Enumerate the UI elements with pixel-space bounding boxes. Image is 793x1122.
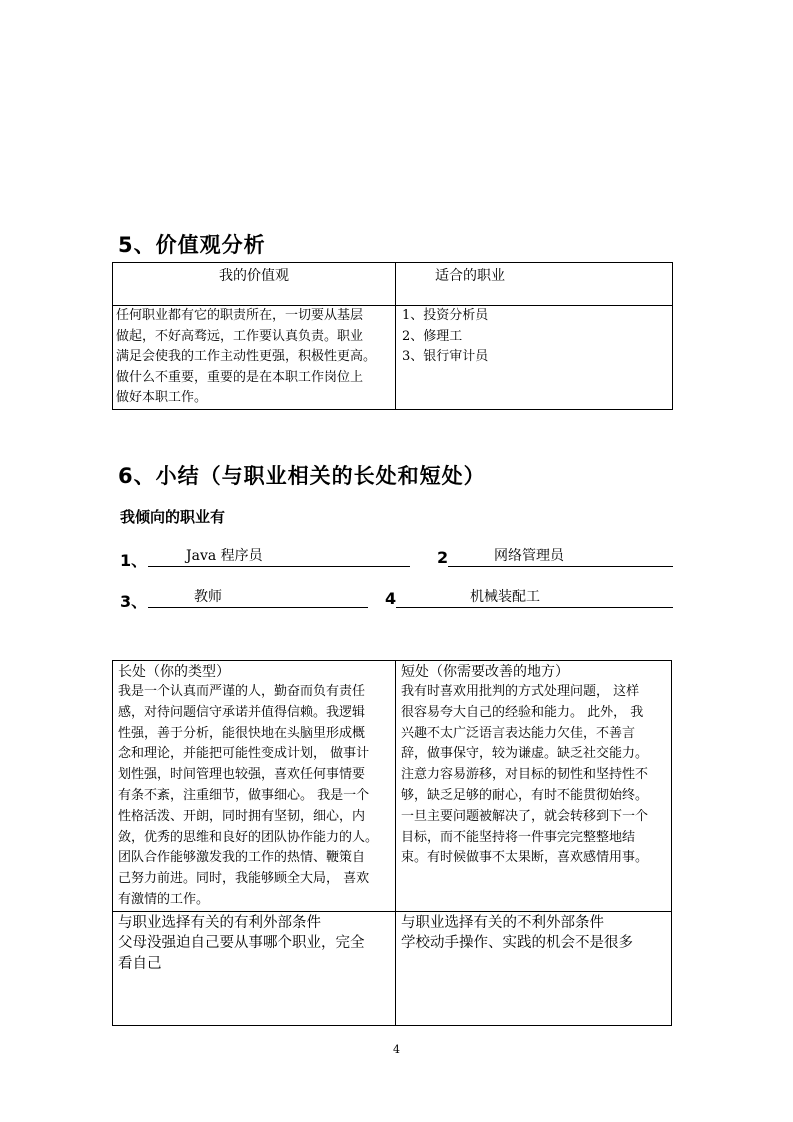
strengths-line: 有激情的工作。 — [118, 891, 210, 907]
choice-2-value: 网络管理员 — [494, 548, 564, 564]
unfavorable-text — [396, 933, 671, 954]
weaknesses-cell — [396, 661, 672, 912]
choice-1-field — [148, 546, 410, 567]
weaknesses-line: 束。有时候做事不太果断，喜欢感情用事。 — [401, 850, 649, 866]
choice-4-number: 4 — [385, 589, 397, 608]
strengths-title: 长处（你的类型） — [118, 664, 230, 680]
strengths-line: 性强，善于分析，能很快地在头脑里形成概 — [118, 725, 366, 741]
choice-2-field — [448, 546, 673, 567]
preferred-careers-heading: 我倾向的职业有 — [120, 508, 226, 526]
values-header: 我的价值观 — [219, 268, 289, 284]
careers-list-cell — [396, 306, 673, 410]
weaknesses-line: 够，缺乏足够的耐心，有时不能贯彻始终。 — [401, 787, 649, 803]
choice-1-value: Java 程序员 — [186, 548, 263, 564]
strengths-line: 我是一个认真而严谨的人，勤奋而负有责任 — [118, 684, 366, 699]
values-line: 满足会使我的工作主动性更强，积极性更高。 — [116, 349, 377, 365]
choice-4-value: 机械装配工 — [470, 589, 540, 605]
careers-list — [396, 306, 672, 368]
strengths-line: 感，对待问题信守承诺并值得信赖。我逻辑 — [118, 704, 366, 720]
choice-3-value: 教师 — [194, 589, 222, 605]
values-line: 做好本职工作。 — [116, 390, 208, 406]
favorable-line: 父母没强迫自己要从事哪个职业，完全 — [118, 934, 365, 951]
values-line: 任何职业都有它的职责所在，一切要从基层 — [116, 308, 364, 323]
career-item: 3、银行审计员 — [402, 349, 489, 365]
strengths-line: 有条不紊，注重细节，做事细心。 我是一个 — [118, 787, 370, 803]
strengths-text — [113, 682, 395, 911]
weaknesses-line: 辞，做事保守，较为谦虚。缺乏社交能力。 — [401, 746, 649, 762]
career-item: 2、修理工 — [402, 328, 463, 344]
weaknesses-line: 注意力容易游移，对目标的韧性和坚持性不 — [401, 767, 649, 783]
choice-4-field — [396, 587, 673, 608]
strengths-line: 划性强，时间管理也较强，喜欢任何事情要 — [118, 767, 366, 783]
unfavorable-line: 学校动手操作、实践的机会不是很多 — [401, 934, 633, 951]
weaknesses-line: 兴趣不太广泛语言表达能力欠佳，不善言 — [401, 725, 636, 741]
choice-3-field — [148, 587, 368, 608]
values-text — [113, 306, 395, 409]
choice-3-number: 3、 — [120, 592, 148, 611]
careers-header-cell — [396, 263, 673, 306]
strengths-line: 己努力前进。同时，我能够顾全大局， 喜欢 — [118, 871, 370, 887]
values-text-cell — [113, 306, 396, 410]
strengths-line: 团队合作能够激发我的工作的热情、鞭策自 — [118, 850, 366, 866]
favorable-title: 与职业选择有关的有利外部条件 — [118, 914, 321, 931]
section5-heading: 5、价值观分析 — [118, 233, 266, 257]
weaknesses-line: 很容易夸大自己的经验和能力。 此外， 我 — [401, 704, 644, 720]
careers-header: 适合的职业 — [435, 268, 505, 284]
page-number: 4 — [393, 1043, 400, 1056]
favorable-cell — [113, 911, 396, 1025]
strengths-weaknesses-table — [112, 660, 672, 1026]
favorable-text — [113, 933, 395, 975]
strengths-cell — [113, 661, 396, 912]
values-table — [112, 262, 673, 410]
values-line: 做起，不好高骛远，工作要认真负责。职业 — [116, 328, 364, 344]
choice-1-number: 1、 — [120, 551, 148, 570]
career-item: 1、投资分析员 — [402, 308, 489, 323]
strengths-line: 敛，优秀的思维和良好的团队协作能力的人。 — [118, 829, 379, 845]
unfavorable-cell — [396, 911, 672, 1025]
weaknesses-line: 目标，而不能坚持将一件事完完整整地结 — [401, 829, 636, 845]
weaknesses-line: 一旦主要问题被解决了，就会转移到下一个 — [401, 808, 649, 824]
weaknesses-text — [396, 682, 671, 869]
weaknesses-line: 我有时喜欢用批判的方式处理问题， 这样 — [401, 684, 640, 699]
values-line: 做什么不重要，重要的是在本职工作岗位上 — [116, 369, 364, 385]
unfavorable-title: 与职业选择有关的不利外部条件 — [401, 914, 604, 931]
strengths-line: 念和理论，并能把可能性变成计划， 做事计 — [118, 746, 370, 762]
section6-heading: 6、小结（与职业相关的长处和短处） — [118, 464, 486, 488]
weaknesses-title: 短处（你需要改善的地方） — [401, 664, 569, 680]
choice-2-number: 2 — [437, 548, 449, 567]
favorable-line: 看自己 — [118, 955, 162, 972]
strengths-line: 性格活泼、开朗，同时拥有坚韧，细心，内 — [118, 808, 366, 824]
values-header-cell — [113, 263, 396, 306]
